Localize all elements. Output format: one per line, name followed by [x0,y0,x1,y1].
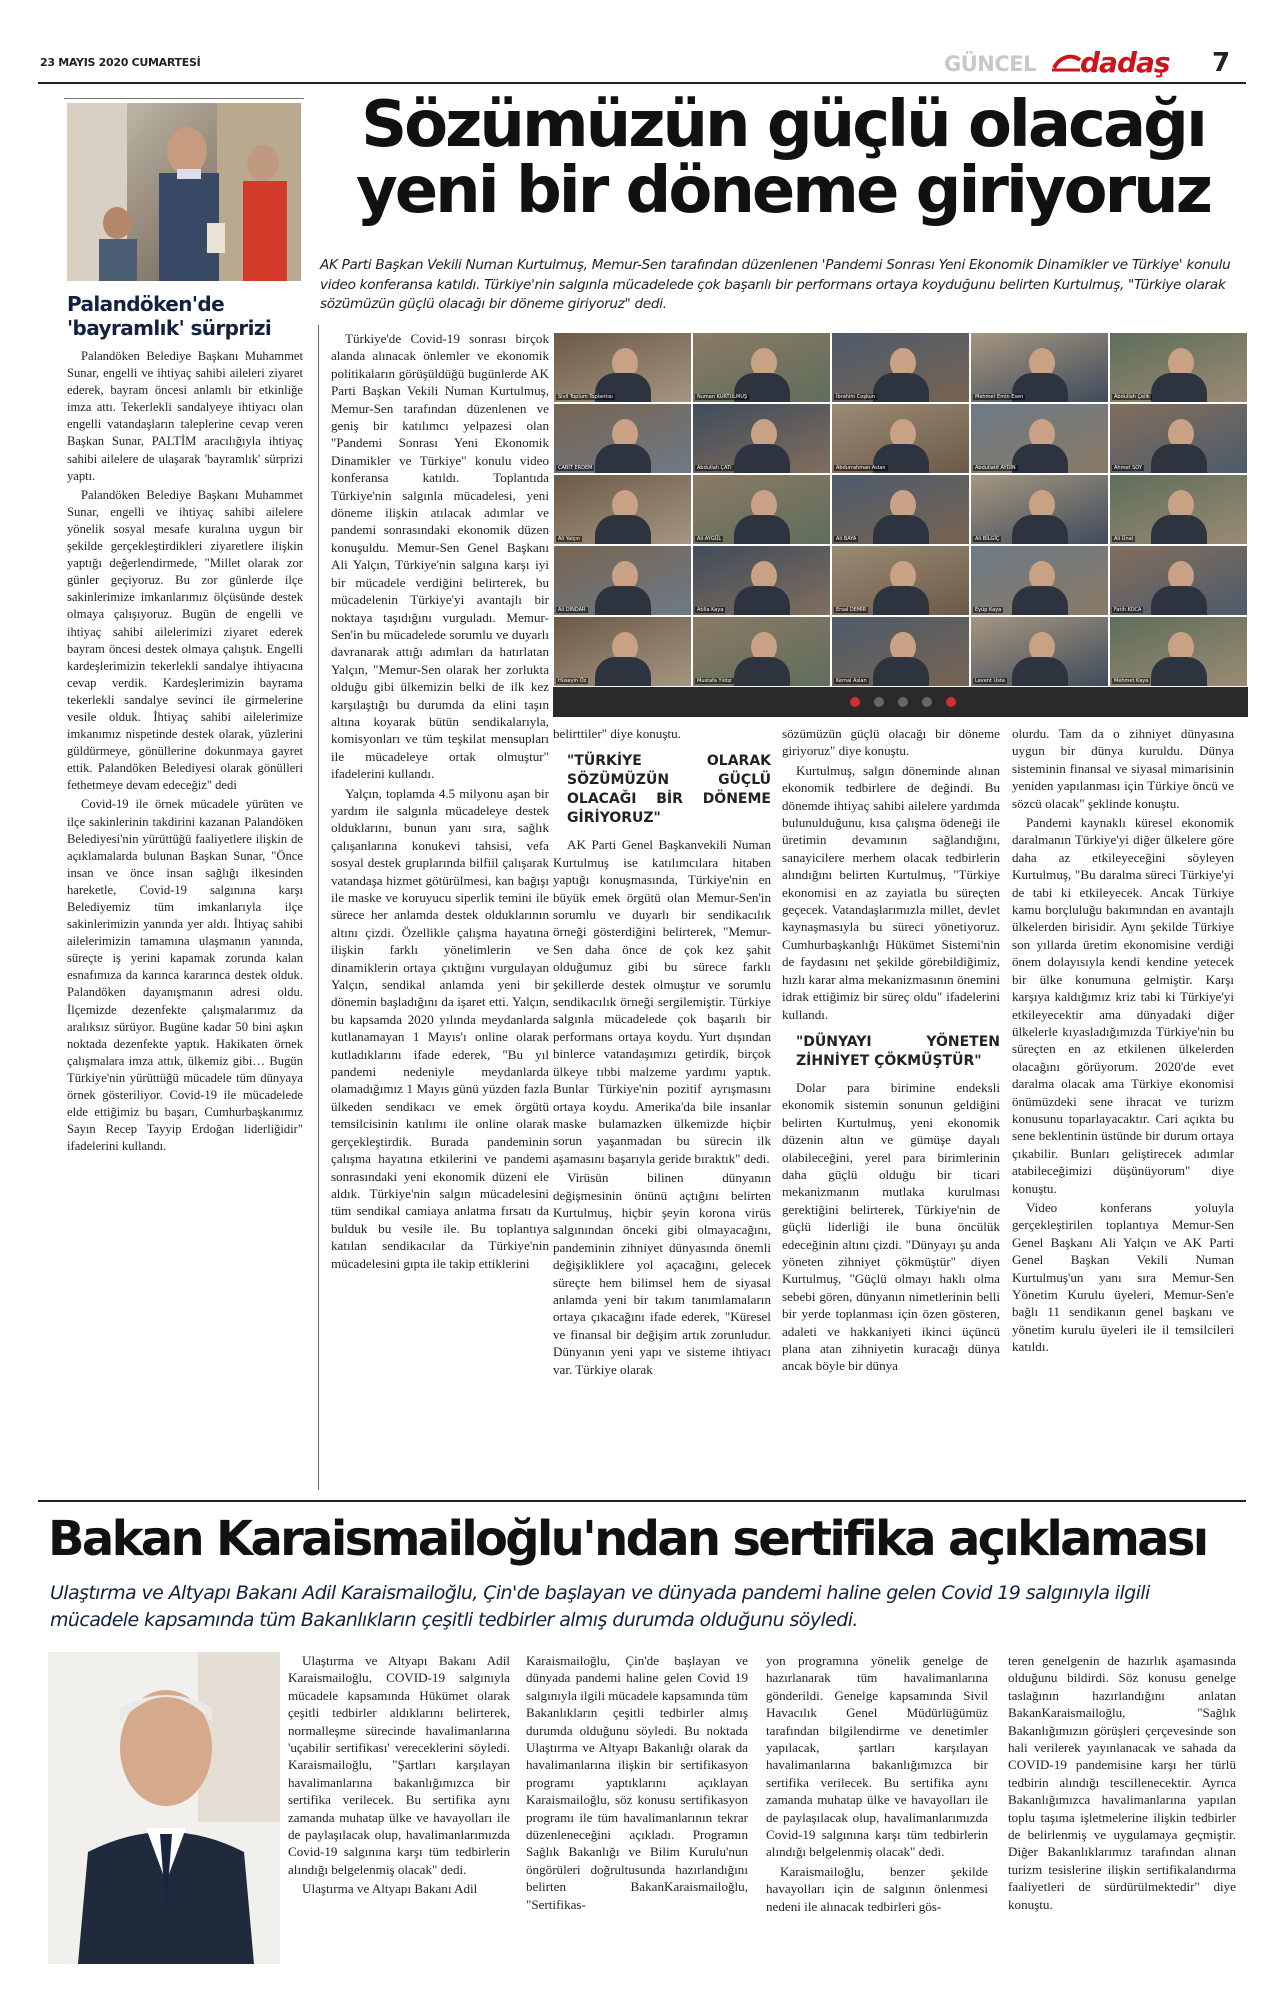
article1-headline [318,88,1248,228]
participant-body [595,444,651,474]
video-participant-tile [692,616,831,687]
video-participant-tile [970,332,1109,403]
article2-deck: Ulaştırma ve Altyapı Bakanı Adil Karaismailoğlu, Çin'de başlayan ve dünyada pandemi haline gelen Covid 19 salgınıyla ilgili mücadele kapsamında tüm Bakanlıkların çeşitli tedbirler almış durumda olduğunu söyledi. [50,1582,1150,1631]
participant-body [734,586,790,616]
participant-name: CABİT ERDEM [558,465,593,471]
video-conference-photo [553,332,1248,717]
article1-paragraph: belirttiler" diye konuştu. [553,726,681,741]
participant-name: Atilla Kaya [697,607,724,613]
video-participant-tile [692,332,831,403]
article1-paragraph: olurdu. Tam da o zihniyet dünyasına uygun bir dünya kuruldu. Dünya sisteminin finansal ve siyasal mimarisinin yeniden yapılanması için Türkiye öncü ve sözcü olacak" şeklinde konuştu. [1012,726,1234,811]
participant-name: Ali Yalçın [558,536,580,542]
participant-body [1151,586,1207,616]
participant-name: Sivil Toplum Toplantısı [558,394,613,400]
article1-col1 [331,330,549,1274]
sidebar-headline: Palandöken'de 'bayramlık' sürprizi [67,292,272,340]
participant-name: Mehmet Emin Esen [975,394,1024,400]
article2-paragraph: teren genelgenin de hazırlık aşamasında olduğunu bildirdi. Söz konusu genelge taslağının hazırlandığını anlatan BakanKaraismailoğlu, "Sağlık Bakanlığımızın görüşleri çerçevesinde son hali verilerek yayınlanacak ve sahada da COVID-19 pandemisine karşı her türlü tedbirin alındığı tescillenecektir. Ayrıca Bakanlığımızca havalimanlarına yapılan toplu taşıma işletmelerine ilişkin tedbirler de belirlenmiş ve uygulamaya geçmiştir. Diğer Bakanlıklarımız tarafından alınan turizm tesislerine ilişkin sertifikalandırma faaliyetleri de sürdürülmektedir" diye konuştu. [1008,1653,1236,1912]
article1-paragraph: Kurtulmuş, salgın döneminde alınan ekonomik tedbirlere de değindi. Bu dönemde ihtiyaç sahibi ailelere yardımda bulunulduğunu, kısa çalışma ödeneği ile üretimin devamının sağlandığını, sanayicilere merhem olacak tedbirlerin alındığını belirten Kurtulmuş, "Türkiye ekonomisi en az zayiatla bu süreçten geçecek. Vatandaşlarımızla millet, devlet kaynaşmasıyla bu süreci yönetiyoruz. Cumhurbaşkanlığı Hükümet Sistemi'nin de faydasını net şekilde görebildiğimiz, hızlı karar alma mekanizmasının önemini idrak ettiğimiz bir süreç oldu" ifadelerini kullandı. [782,762,1000,1022]
sidebar-divider [318,325,319,1490]
video-participant-tile [970,545,1109,616]
article1-paragraph: Virüsün bilinen dünyanın değişmesinin önünü açtığını belirten Kurtulmuş, hiçbir şeyin korona virüs salgınından önceki gibi olmayacağını, pandeminin zihniyet dünyasında önemli değişikliklere yol açacağını, gelecek süreçte hem bilimsel hem de siyasal anlamda yeni bir takım tanımlamaların ortaya çıkacağını ifade ederek, "Küresel ve finansal bir değişim artık zorunludur. Dünyanın yeni yapı ve sisteme ihtiyacı var. Türkiye olarak [553,1170,771,1377]
video-participant-tile [1109,474,1248,545]
video-participant-tile [553,616,692,687]
article2-col3 [766,1652,988,1917]
participant-body [595,586,651,616]
article1-headline-line1: Sözümüzün güçlü olacağı [361,88,1205,162]
sidebar-body [67,348,303,1157]
participant-body [1151,515,1207,545]
participant-name: Ali DİNDAR [558,607,586,613]
participant-body [1012,586,1068,616]
share-icon [898,697,908,707]
article1-col4 [1012,725,1234,1358]
video-participant-tile [1109,545,1248,616]
participant-name: Ahmet SOY [1114,465,1142,471]
participant-name: Ali BİLGİÇ [975,536,1000,542]
video-participant-tile [1109,403,1248,474]
article1-subhead: "DÜNYAYI YÖNETEN ZİHNİYET ÇÖKMÜŞTÜR" [796,1033,1000,1069]
brand-name: dadaş [1080,46,1170,79]
sidebar-paragraph: Palandöken Belediye Başkanı Muhammet Sunar, engelli ve ihtiyaç sahibi ailelere yönelik sosyal mesafe kuralına uygun bir şekilde gerçekleştirdikleri ziyaretlere ilişkin yaptığı değerlendirmede, "Millet olarak zor günler geçiyoruz. Bu zor günlerde ilçe sakinlerimize imkanlarımız ölçüsünde destek olmaya çalışıyoruz. Bugün de engelli ve ihtiyaç sahibi ailelerimizi ziyaret ederek bayram öncesi destek olmaya çalıştık. Engelli kardeşlerimizin tekerlekli sandalye ihtiyacına cevap verdik. Kardeşlerimizin bayrama tekerlekli sandalye sevinci ile girmelerine vesile olduk. İhtiyaç sahibi ailelerimize imkanımız nispetinde destek olarak, yüzlerini güldürmeye, gönüllerine dokunmaya gayret ettik. Palandöken Belediyesi olarak gönülleri fethetmeye devam edeceğiz" dedi [67,487,303,793]
article-separator [38,1500,1246,1502]
sidebar-paragraph: Covid-19 ile örnek mücadele yürüten ve ilçe sakinlerinin takdirini kazanan Palandöken Belediyesi'nin yürüttüğü faaliyetlere ilişkin de açıklamalarda bulunan Başkan Sunar, "Önce insan ve önce insan sağlığı ilkesinden hareketle, Covid-19 salgınına karşı Belediyemiz tüm imkanlarıyla ilçe sakinlerimizin yanında yer aldı. İhtiyaç sahibi ailelerimizin tamamına ulaşmanın yanında, süreçte iş yerini kapamak zorunda kalan esnafımıza da karınca kararınca destek olduk. Palandöken dayanışmanın adresi oldu. İlçemizde dezenfekte çalışmalarımız da aralıksız sürüyor. Bugüne kadar 50 bini aşkın noktada dezenfekte yaptık. Hakikaten örnek çalışmalara imza attık, ülkemiz gibi… Bugün Türkiye'nin yürüttüğü mücadele tüm dünyaya örnek gösteriliyor. Covid-19 ile mücadelede elde ettiğimiz bu başarı, Cumhurbaşkanımız Sayın Recep Tayyip Erdoğan liderliğidir" ifadelerini kullandı. [67,797,303,1154]
participant-body [1012,657,1068,687]
participant-body [873,373,929,403]
participant-body [873,657,929,687]
article2-col1 [288,1652,510,1900]
participant-body [595,657,651,687]
participant-name: Abdullah Çelik [1114,394,1150,400]
video-participant-tile [831,545,970,616]
camera-icon [874,697,884,707]
participant-name: Mustafa Yıldız [697,678,732,684]
article2-paragraph: Ulaştırma ve Altyapı Bakanı Adil Karaismailoğlu, COVID-19 salgınıyla mücadele kapsamında Hükümet olarak çeşitli tedbirler aldıklarını belirterek, normalleşme sürecinde havalimanlarına 'uçabilir sertifikası' vereceklerini söyledi. Karaismailoğlu, "Şartları karşılayan havalimanlarına bakanlığımızca bir sertifika verilecek. Bu sertifika aynı zamanda muhatap ülke ve havayolları ile de paylaşılacak olup, havalimanlarımızda Covid-19 salgınına karşı tüm tedbirlerin alındığı belgelenmiş olacak" dedi. [288,1653,510,1877]
video-participant-tile [970,474,1109,545]
participant-name: Abdullah ÇATI [697,465,732,471]
video-participant-tile [970,403,1109,474]
video-participant-tile [970,616,1109,687]
video-participant-tile [831,474,970,545]
video-participant-tile [553,545,692,616]
issue-date: 23 MAYIS 2020 CUMARTESİ [40,56,201,69]
article1-paragraph: AK Parti Genel Başkanvekili Numan Kurtulmuş ise katılımcılara hitaben yaptığı konuşmasında, Türkiye'nin en büyük emek örgütü olan Memur-Sen'in sorumlu ve duyarlı bir sendikacılık örneği gösterdiğini belirterek, "Memur-Sen daha önce de çok kez şahit olduğumuz gibi bu sürece farklı şekillerde destek olmuştur ve sorumlu sendikacılık örneği sergilemiştir. Türkiye salgınla mücadelede çok başarılı bir performans ortaya koydu. Yurt dışından binlerce vatandaşımızı getirdik, birçok ülkeye tıbbi malzeme yardımı yaptık. Bunlar Türkiye'nin pozitif ayrışmasını ortaya koydu. Amerika'da bile insanlar maske bulamazken ülkemizde hiçbir sorun yaşanmadan bu sürecin ilk aşamasını başarıyla geride bıraktık" dedi. [553,837,771,1166]
article1-paragraph: Yalçın, toplamda 4.5 milyonu aşan bir yardım ile salgınla mücadeleye destek olduklarını, bunun yanı sıra, sağlık çalışanlarına konukevi tahsisi, vefa sosyal destek gruplarında bilfiil çalışarak vatandaşa hizmet götürülmesi, kan bağışı ile maske ve koruyucu siperlik temini ile sürece her anlamda destek olduklarının altını çizdi. Özellikle çalışma hayatına ilişkin farklı yönelimlerin ve dinamiklerin ortaya çıktığını vurgulayan Yalçın, sendikal anlamda yeni bir dönemin başladığını da işaret etti. Yalçın, bu kapsamda 2020 yılında meydanlarda kutlanamayan 1 Mayıs'ı online olarak kutladıklarını ifade ederek, "Bu yıl pandemi nedeniyle meydanlarda olamadığımız 1 Mayıs günü yüzden fazla ülkeden sendikacı ve emek örgütü temsilcisinin katılımı ile online olarak gerçekleştirdik. Burada pandeminin çalışma hayatına etkilerini ve pandemi sonrasındaki yeni ekonomik düzeni ele aldık. Türkiye'nin salgın mücadelesini tüm sendikal camiaya anlatma fırsatı da bulduk bu vesile ile. Bu toplantıya katılan sendikacılar da Türkiye'nin mücadelesini gıpta ile takip ettiklerini [331,785,549,1271]
dadas-logo-icon [1050,46,1198,80]
participant-body [1012,515,1068,545]
participant-body [1151,444,1207,474]
article1-paragraph: Pandemi kaynaklı küresel ekonomik daralmanın Türkiye'yi diğer ülkelere göre daha az etkileyeceğini söyleyen Kurtulmuş, "Bu daralma süreci Türkiye'yi de tabi ki etkileyecek. Ancak Türkiye kamu borçluluğu bakımından en avantajlı ülkelerden birisidir. Aynı şekilde Türkiye son yıllarda üretim ekonomisine verdiği önem dolayısıyla kendi kendine yetecek bir ülke konumuna gelmiştir. Karşı karşıya kaldığımız kriz tabi ki Türkiye'yi etkileyecektir ama dünyadaki diğer ülkelerle kıyasladığımızda Türkiye'nin bu süreçten en az etkilenen ülkelerden olacağını görüyorum. 2020'de evet daralma olacak ama Türkiye ekonomisi önümüzdeki sene ihracat ve turizm konusunu toparlayacaktır. Cari açıkta bu sene beklentinin üstünde bir durum ortaya çıkabilir. Bunları geliştirecek adımlar atabileceğimizi düşünüyorum" diye konuştu. [1012,815,1234,1196]
article2-col2 [526,1652,748,1915]
article2-paragraph: Ulaştırma ve Altyapı Bakanı Adil [302,1881,478,1897]
participant-body [595,515,651,545]
participant-body [1151,657,1207,687]
article2-paragraph: Karaismailoğlu, Çin'de başlayan ve dünyada pandemi haline gelen Covid 19 salgınıyla ilgili mücadele kapsamında tüm Bakanlıkların çeşitli tedbirler almış durumda olduğunu söyledi. Bu noktada Ulaştırma ve Altyapı Bakanlığı olarak da havalimanlarına ilişkin bir sertifikasyon programı yaptıklarını açıklayan Karaismailoğlu, söz konusu sertifikasyon programı ile tüm havalimanlarının tekrar düzenleneceğini açıkladı. Programın Sağlık Bakanlığı ve Bilim Kurulu'nun öngörüleri doğrultusunda hazırlandığını belirten BakanKaraismailoğlu, "Sertifikas- [526,1653,748,1912]
participant-name: Numan KURTULMUŞ [697,394,748,400]
article2-col4 [1008,1652,1236,1915]
participant-body [734,515,790,545]
participant-body [873,515,929,545]
video-participant-tile [831,403,970,474]
article1-paragraph: sözümüzün güçlü olacağı bir döneme giriyoruz" diye konuştu. [782,726,1000,759]
article1-subhead: "TÜRKİYE OLARAK SÖZÜMÜZÜN GÜÇLÜ OLACAĞI BİR DÖNEME GİRİYORUZ" [567,753,771,827]
participant-name: Levent Usta [975,678,1005,684]
participant-name: Hüseyin Öz [558,678,587,684]
article1-headline-line2: yeni bir döneme giriyoruz [356,154,1210,228]
participant-name: Ali Ünal [1114,536,1134,542]
video-participant-tile [692,403,831,474]
participant-name: İbrahim Coşkun [836,394,876,400]
minister-portrait-photo [48,1652,280,1964]
participant-name: Abdurrahman Aslan [836,465,886,471]
video-participant-tile [692,474,831,545]
video-participant-tile [553,403,692,474]
participant-body [1012,444,1068,474]
participant-name: Ali BAYA [836,536,857,542]
participant-body [1151,373,1207,403]
video-participant-tile [1109,616,1248,687]
article2-headline: Bakan Karaismailoğlu'ndan sertifika açıklaması [48,1511,1207,1567]
participant-body [734,444,790,474]
section-label: GÜNCEL [944,52,1037,76]
video-toolbar [793,692,1013,712]
sidebar-paragraph: Palandöken Belediye Başkanı Muhammet Sunar, engelli ve ihtiyaç sahibi aileleri ziyaret ederek, bayram öncesi anlamlı bir etkinliğe imza attı. Tekerlekli sandalyeye ihtiyacı olan engelli vatandaşların taleplerine cevap veren Başkan Sunar, PALTİM aracılığıyla ihtiyaç sahibi ailelere de ulaşarak 'bayramlık' sürprizi yaptı. [67,349,303,483]
article1-paragraph: Video konferans yoluyla gerçekleştirilen toplantıya Memur-Sen Genel Başkanı Ali Yalçın ve AK Parti Genel Başkan Vekili Numan Kurtulmuş'un yanı sıra Memur-Sen Yönetim Kurulu üyeleri, Memur-Sen'e bağlı 11 sendikanın genel başkanı ve yönetim kurulu üyeleri ile il temsilcileri katıldı. [1012,1199,1234,1355]
article1-col2 [553,725,771,1380]
article1-paragraph: Dolar para birimine endeksli ekonomik sistemin sonunun geldiğini belirten Kurtulmuş, yeni ekonomik düzenin altın ve gümüşe dayalı olabileceğini, yerel para birimlerinin daha güçlü olduğu bir ticari mekanizmanın mutlaka kurulması gerektiğini belirterek, Türkiye'nin de güçlü liderliği ile buna öncülük edeceğinin altını çizdi. "Dünyayı şu anda yöneten zihniyet çökmüştür" diyen Kurtulmuş, "Güçlü olmayı haklı olma sebebi gören, dünyanın nimetlerinin belli bir yerde toplanması için özen gösteren, adaleti ve hakkaniyeti ikinci üçüncü plana atan zihniyetin kuracağı dünya ancak böyle bir dünya [782,1079,1000,1374]
article1-paragraph: Türkiye'de Covid-19 sonrası birçok alanda alınacak önlemler ve ekonomik politikaların görüşüldüğü bugünlerde AK Parti Başkan Vekili Numan Kurtulmuş, Memur-Sen tarafından düzenlenen ve geniş bir katılımcı yelpazesi olan "Pandemi Sonrası Yeni Ekonomik Dinamikler ve Türkiye" konulu video konferansa katıldı. Toplantıda Türkiye'nin salgınla mücadelesi, yeni döneme ilişkin atılacak adımlar ve pandemi sonrasındaki ekonomik düzen konuşuldu. Memur-Sen Genel Başkanı Ali Yalçın, Türkiye'nin salgına karşı iyi bir mücadele verdiğini belirterek, bu mücadelenin Türkiye'yi avantajlı bir noktaya taşıdığını vurguladı. Memur-Sen'in bu mücadelede sorumlu ve duyarlı davranarak attığı adımları da hatırlatan Yalçın, "Memur-Sen olarak her zorlukta olduğu gibi ülkemizin belki de ilk kez karşılaştığı bu durumda da elini taşın altına koyarak bütün sendikalarıyla, komisyonları ve tüm teşkilat mensupları ile mücadeleye ortak olmuştur" ifadelerini kullandı. [331,331,549,782]
article1-col3 [782,725,1000,1377]
chat-icon [922,697,932,707]
participant-name: Eyüp Kaya [975,607,1002,613]
mayor-visit-photo [67,103,301,281]
participant-name: Kemal Aslan [836,678,867,684]
article2-paragraph: yon programına yönelik genelge de hazırlanarak tüm havalimanlarına gönderildi. Genelge kapsamında Sivil Havacılık Genel Müdürlüğümüz tarafından bilgilendirme ve denetimler yapılacak, şartları karşılayan havalimanlarına bakanlığımızca bir sertifika verilecek. Bu sertifika aynı zamanda muhatap ülke ve havayolları ile de paylaşılacak olup, havalimanlarımızda Covid-19 salgınına karşı tüm tedbirlerin alındığı belgelenmiş olacak" dedi. [766,1653,988,1860]
participant-body [873,586,929,616]
video-participant-tile [1109,332,1248,403]
header-rule [38,82,1246,84]
article1-deck: AK Parti Başkan Vekili Numan Kurtulmuş, Memur-Sen tarafından düzenlenen 'Pandemi Sonrası Yeni Ekonomik Dinamikler ve Türkiye' konulu video konferansa katıldı. Türkiye'nin salgınla mücadelede çok başarılı bir performans ortaya koyduğunu belirten Kurtulmuş, "Türkiye olarak sözümüzün güçlü olacağı bir döneme giriyoruz" dedi. [320,257,1231,312]
article2-paragraph: Karaismailoğlu, benzer şekilde havayolları için de salgının önlenmesi nedeni ile alınacak tedbirleri gös- [766,1863,988,1914]
participant-name: Mehmet Kaya [1114,678,1149,684]
participant-name: Ali AYGÜL [697,536,722,542]
video-participant-tile [831,332,970,403]
mic-icon [850,697,860,707]
page-number: 7 [1212,48,1231,78]
participant-body [734,657,790,687]
participant-name: Fatih KOCA [1114,607,1142,613]
video-participant-tile [553,332,692,403]
sidebar-border-top [64,98,304,99]
video-participant-tile [831,616,970,687]
video-participant-tile [553,474,692,545]
end-call-icon [946,697,956,707]
video-participant-tile [692,545,831,616]
participant-name: Ersal DEMİR [836,607,867,613]
participant-name: Abdullatif AYDIN [975,465,1016,471]
